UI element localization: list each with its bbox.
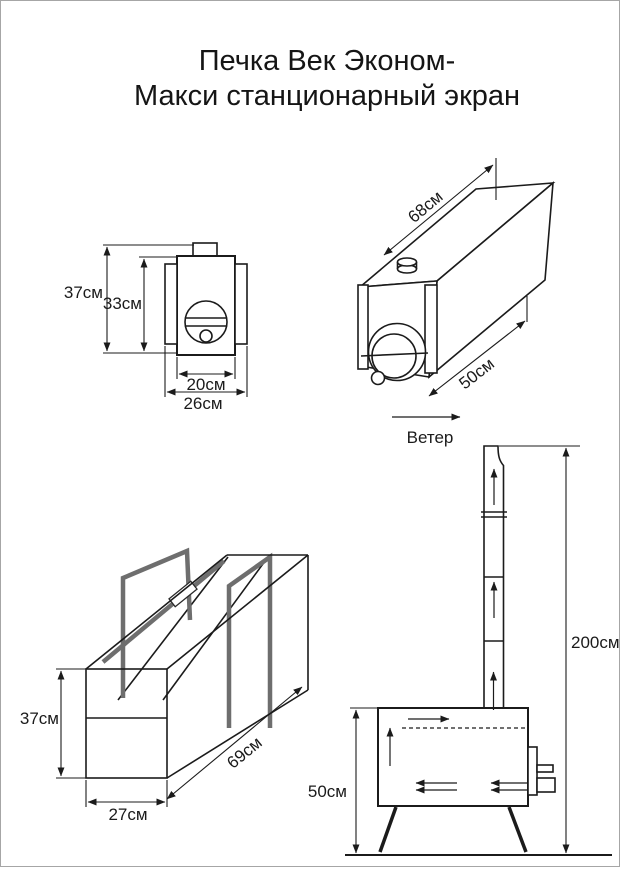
page-title-line2: Макси станционарный экран <box>133 80 521 112</box>
stove-leg <box>380 807 396 852</box>
dim-label-overall-height: 200см <box>571 633 620 652</box>
right-rail <box>235 264 247 344</box>
stove-leg <box>509 807 526 852</box>
side-view-drawing <box>308 446 620 855</box>
front-view-drawing <box>64 243 247 413</box>
dim-label-3d-length: 68см <box>404 186 447 227</box>
wind-label: Ветер <box>406 428 454 447</box>
door-knob-3d <box>372 372 385 385</box>
dim-label-3d-depth: 50см <box>455 354 498 394</box>
door-handle <box>537 765 553 772</box>
page-title-line1: Печка Век Эконом- <box>198 45 456 77</box>
stove-body-side <box>378 708 528 806</box>
dim-label-screen-height: 37см <box>19 709 59 728</box>
dim-label-screen-length: 69см <box>223 732 266 773</box>
dim-label-front-body-width: 20см <box>186 375 226 394</box>
dim-label-screen-width: 27см <box>108 805 148 824</box>
chimney-stub <box>193 243 217 256</box>
door-plate <box>528 747 537 795</box>
ash-drawer-handle <box>537 778 555 792</box>
door-vent <box>200 330 212 342</box>
chimney-collar <box>398 258 417 273</box>
screen-view-drawing <box>20 551 308 824</box>
dim-label-front-body-height: 33см <box>102 294 142 313</box>
perspective-view-drawing <box>358 158 553 447</box>
dim-label-front-height-total: 37см <box>63 283 103 302</box>
dim-label-stove-height: 50см <box>307 782 347 801</box>
right-rail-3d <box>425 285 437 373</box>
left-rail <box>165 264 177 344</box>
screen-end-panel <box>86 669 167 778</box>
dim-label-front-total-width: 26см <box>183 394 223 413</box>
